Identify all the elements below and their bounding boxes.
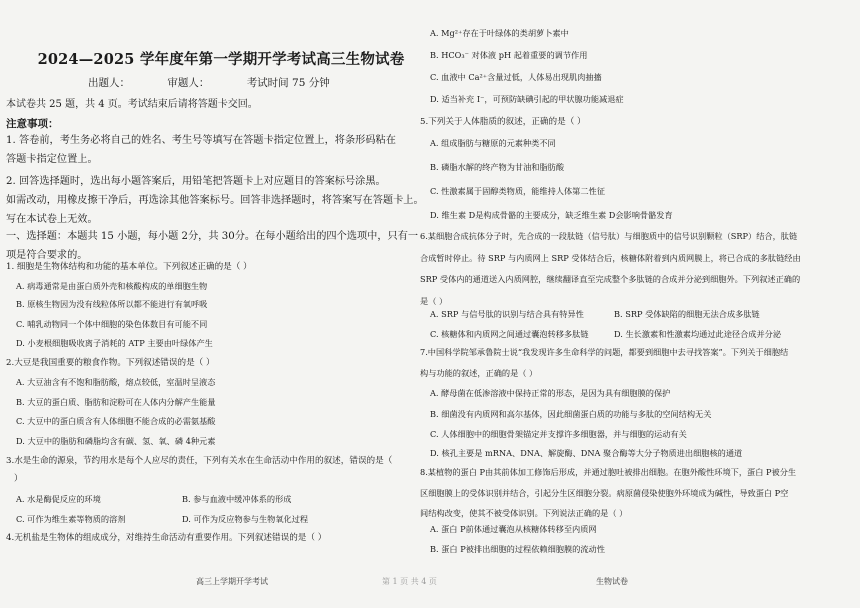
q4-stem: 4.无机盐是生物体的组成成分，对维持生命活动有重要作用。下列叙述错误的是（ ） [6, 533, 327, 543]
q6-line-4: 是（ ） [420, 295, 448, 306]
notice-2-line-1: 2. 回答选择题时，选出每小题答案后，用铅笔把答题卡上对应题目的答案标号涂黑。 [6, 176, 386, 187]
q2-option-c: C. 大豆中的蛋白质含有人体细胞不能合成的必需氨基酸 [16, 416, 216, 426]
q7-stem [420, 342, 788, 384]
q3-option-d: D. 可作为反应物参与生物氧化过程 [182, 514, 309, 524]
q5-stem: 5.下列关于人体脂质的叙述，正确的是（ ） [420, 117, 586, 127]
q1-option-b: B. 原核生物因为没有线粒体所以都不能进行有氧呼吸 [16, 299, 208, 309]
notice-1-line-1: 1. 答卷前，考生务必将自己的姓名、考生号等填写在答题卡指定位置上，将条形码粘在 [6, 135, 396, 146]
notice-2 [6, 172, 424, 229]
q2-option-d: D. 大豆中的脂肪和磷脂均含有碳、氢、氧、磷 4种元素 [16, 436, 216, 446]
exam-intro: 本试卷共 25 题，共 4 页。考试结束后请将答题卡交回。 [6, 99, 258, 110]
exam-meta [88, 75, 364, 90]
q7-option-b: B. 细菌没有内质网和高尔基体，因此细菌蛋白质的功能与多肽的空间结构无关 [430, 409, 712, 419]
q6-option-d: D. 生长激素和性激素均通过此途径合成并分泌 [614, 329, 782, 339]
exam-time: 考试时间 75 分钟 [246, 77, 330, 89]
q3-option-b: B. 参与血液中缓冲体系的形成 [182, 494, 292, 504]
q7-line-2: 构与功能的叙述，正确的是（ ） [420, 368, 538, 378]
footer-subject: 生物试卷 [596, 577, 628, 586]
q6-line-1: 6.某细胞合成抗体分子时，先合成的一段肽链（信号肽）与细胞质中的信号识别颗粒（SRP）结合，肽链 [420, 231, 798, 241]
q4-option-c: C. 血液中 Ca²⁺含量过低，人体易出现肌肉抽搐 [430, 72, 602, 82]
q5-option-b: B. 磷脂水解的终产物为甘油和脂肪酸 [430, 162, 565, 172]
footer-exam-name: 高三上学期开学考试 [196, 577, 268, 586]
notice-1 [6, 131, 410, 169]
exam-title: 2024—2025 学年度年第一学期开学考试高三生物试卷 [37, 51, 405, 68]
q1-option-d: D. 小麦根细胞吸收离子消耗的 ATP 主要由叶绿体产生 [16, 338, 213, 348]
q4-option-d: D. 适当补充 I⁻，可预防缺碘引起的甲状腺功能减退症 [430, 94, 624, 104]
q6-line-3: SRP 受体内的通道送入内质网腔，继续翻译直至完成整个多肽链的合成并分泌到细胞外。下列叙述正确的 [420, 274, 801, 284]
author-label: 出题人： [88, 77, 130, 89]
q6-stem [420, 226, 801, 312]
q1-stem: 1. 细胞是生物体结构和功能的基本单位。下列叙述正确的是（ ） [6, 262, 252, 272]
q2-option-b: B. 大豆的蛋白质、脂肪和淀粉可在人体内分解产生能量 [16, 397, 216, 407]
section-line-2: 项是符合要求的。 [6, 250, 88, 261]
q4-option-a: A. Mg²⁺存在于叶绿体的类胡萝卜素中 [430, 28, 569, 38]
q8-option-a: A. 蛋白 P前体通过囊泡从核糖体转移至内质网 [430, 524, 597, 534]
q6-option-b: B. SRP 受体缺陷的细胞无法合成多肽链 [614, 309, 760, 319]
q2-stem: 2.大豆是我国重要的粮食作物。下列叙述错误的是（ ） [6, 358, 215, 368]
q8-option-b: B. 蛋白 P被排出细胞的过程依赖细胞膜的流动性 [430, 544, 605, 554]
footer-page-number: 第 1 页 共 4 页 [382, 577, 437, 586]
q1-option-c: C. 哺乳动物同一个体中细胞的染色体数目有可能不同 [16, 319, 208, 329]
notice-2-line-2: 如需改动，用橡皮擦干净后，再选涂其他答案标号。回答非选择题时，将答案写在答题卡上。 [6, 195, 424, 206]
q3-option-a: A. 水是酶促反应的环境 [16, 494, 101, 504]
q5-option-c: C. 性激素属于固醇类物质，能维持人体第二性征 [430, 186, 605, 196]
q3-option-c: C. 可作为维生素等物质的溶剂 [16, 514, 126, 524]
q2-option-a: A. 大豆油含有不饱和脂肪酸，熔点较低，室温时呈液态 [16, 377, 216, 387]
q7-option-d: D. 核孔主要是 mRNA、DNA、解旋酶、DNA 聚合酶等大分子物质进出细胞核的通道 [430, 448, 743, 458]
q7-option-c: C. 人体细胞中的细胞骨架锚定并支撑许多细胞器，并与细胞的运动有关 [430, 429, 687, 439]
q6-option-a: A. SRP 与信号肽的识别与结合具有特异性 [430, 309, 584, 319]
q6-option-c: C. 核糖体和内质网之间通过囊泡转移多肽链 [430, 329, 589, 339]
q8-line-2: 区细胞膜上的受体识别并结合，引起分生区细胞分裂。病原菌侵染使胞外环境成为碱性，导致蛋白 P空 [420, 487, 789, 498]
reviewer-label: 审题人： [167, 77, 210, 89]
q5-option-a: A. 组成脂肪与糖原的元素种类不同 [430, 138, 556, 148]
q8-line-3: 间结构改变，使其不被受体识别。下列说法正确的是（ ） [420, 508, 628, 518]
q5-option-d: D. 维生素 D是构成骨骼的主要成分，缺乏维生素 D会影响骨骼发育 [430, 210, 673, 220]
q7-option-a: A. 酵母菌在低渗溶液中保持正常的形态，是因为具有细胞膜的保护 [430, 388, 671, 398]
q8-stem [420, 462, 796, 524]
notice-1-line-2: 答题卡指定位置上。 [6, 154, 98, 165]
q6-line-2: 合成暂时停止。待 SRP 与内质网上 SRP 受体结合后，核糖体附着到内质网膜上，将已合成的多肽链经由 [420, 252, 801, 263]
section-line-1: 一、选择题：本题共 15 小题，每小题 2分，共 30分。在每小题给出的四个选项中，只有一 [6, 231, 419, 242]
q4-option-b: B. HCO₃⁻ 对体液 pH 起着重要的调节作用 [430, 50, 588, 60]
q3-stem: 3.水是生命的源泉，节约用水是每个人应尽的责任，下列有关水在生命活动中作用的叙述，错误的是（ [6, 456, 393, 466]
notice-2-line-3: 写在本试卷上无效。 [6, 214, 98, 225]
notice-title: 注意事项： [6, 118, 59, 130]
q8-line-1: 8.某植物的蛋白 P由其前体加工修饰后形成，并通过胞吐被排出细胞。在胞外酸性环境下，蛋白 P被分生 [420, 467, 797, 477]
q3-paren: ） [14, 474, 23, 484]
q7-line-1: 7.中国科学院邹承鲁院士说“我发现许多生命科学的问题，都要到细胞中去寻找答案”。下列关于细胞结 [420, 347, 789, 357]
q1-option-a: A. 病毒通常是由蛋白质外壳和核酸构成的单细胞生物 [16, 281, 208, 291]
